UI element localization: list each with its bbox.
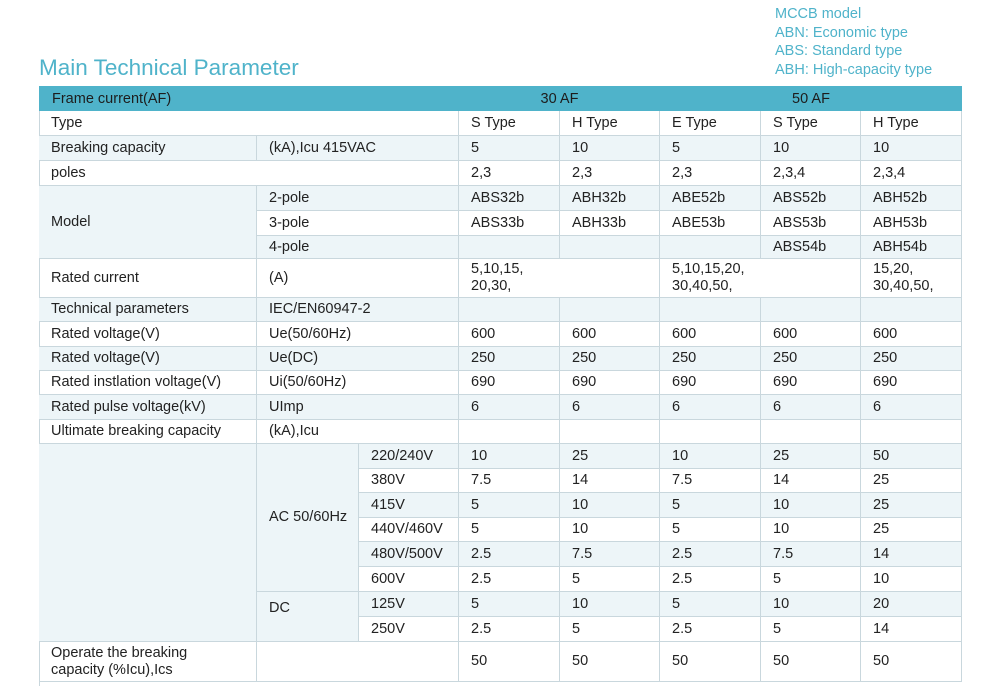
pulse-voltage-value: 6 (459, 395, 560, 420)
operate-breaking-value: 50 (761, 642, 861, 682)
technical-parameters-empty (761, 298, 861, 322)
insulation-voltage-unit: Ui(50/60Hz) (257, 371, 459, 395)
poles-value: 2,3 (459, 161, 560, 186)
ac-breaking-value: 14 (761, 469, 861, 493)
ultimate-breaking-empty (560, 420, 660, 444)
ac-breaking-value: 50 (861, 444, 962, 469)
header-50af: 50 AF (660, 86, 962, 111)
legend-line: ABN: Economic type (775, 24, 908, 41)
technical-parameters-empty (861, 298, 962, 322)
dc-breaking-value: 10 (761, 592, 861, 617)
poles-label: poles (39, 161, 459, 186)
ac-breaking-value: 7.5 (761, 542, 861, 567)
poles-value: 2,3,4 (861, 161, 962, 186)
ac-breaking-value: 2.5 (459, 567, 560, 592)
pulse-voltage-value: 6 (761, 395, 861, 420)
insulation-voltage-value: 690 (761, 371, 861, 395)
ultimate-breaking-unit: (kA),Icu (257, 420, 459, 444)
ac-breaking-value: 2.5 (660, 542, 761, 567)
breaking-capacity-label: Breaking capacity (39, 136, 257, 161)
ac-breaking-value: 5 (459, 518, 560, 542)
model-value: ABS53b (761, 211, 861, 236)
model-pole-label: 2-pole (257, 186, 459, 211)
model-value: ABS33b (459, 211, 560, 236)
dc-breaking-value: 5 (660, 592, 761, 617)
poles-value: 2,3 (660, 161, 761, 186)
ac-breaking-value: 25 (861, 518, 962, 542)
pulse-voltage-value: 6 (660, 395, 761, 420)
dc-voltage-label: 250V (359, 617, 459, 642)
breaking-capacity-value: 5 (660, 136, 761, 161)
rated-voltage-ac-value: 600 (861, 322, 962, 347)
rated-current-50af-e-s: 5,10,15,20, 30,40,50, (660, 259, 861, 298)
ac-breaking-value: 5 (459, 493, 560, 518)
legend-line: ABS: Standard type (775, 43, 903, 59)
ac-voltage-label: 440V/460V (359, 518, 459, 542)
model-value: ABH33b (560, 211, 660, 236)
dc-breaking-value: 2.5 (459, 617, 560, 642)
ac-breaking-value: 5 (560, 567, 660, 592)
operate-breaking-unit (257, 642, 459, 682)
poles-value: 2,3 (560, 161, 660, 186)
mccb-legend (775, 5, 932, 79)
rated-voltage-ac-unit: Ue(50/60Hz) (257, 322, 459, 347)
pulse-voltage-label: Rated pulse voltage(kV) (39, 395, 257, 420)
type-value: S Type (761, 111, 861, 136)
model-value: ABH32b (560, 186, 660, 211)
ac-breaking-value: 10 (861, 567, 962, 592)
rated-voltage-dc-value: 250 (861, 347, 962, 371)
type-value: H Type (560, 111, 660, 136)
model-pole-label: 4-pole (257, 236, 459, 259)
ac-voltage-label: 480V/500V (359, 542, 459, 567)
technical-parameters-label: Technical parameters (39, 298, 257, 322)
ac-voltage-label: 220/240V (359, 444, 459, 469)
ac-breaking-value: 25 (560, 444, 660, 469)
operate-breaking-value: 50 (560, 642, 660, 682)
insulation-voltage-value: 690 (560, 371, 660, 395)
model-value: ABE53b (660, 211, 761, 236)
header-frame-current: Frame current(AF) (39, 86, 459, 111)
ac-breaking-value: 2.5 (459, 542, 560, 567)
insulation-voltage-value: 690 (660, 371, 761, 395)
ultimate-breaking-empty (660, 420, 761, 444)
dc-breaking-value: 5 (761, 617, 861, 642)
ac-breaking-value: 25 (761, 444, 861, 469)
ac-breaking-value: 10 (660, 444, 761, 469)
ac-voltage-label: 380V (359, 469, 459, 493)
ac-breaking-value: 25 (861, 493, 962, 518)
ac-breaking-value: 7.5 (560, 542, 660, 567)
dc-voltage-label: 125V (359, 592, 459, 617)
rated-voltage-dc-unit: Ue(DC) (257, 347, 459, 371)
rated-current-label: Rated current (39, 259, 257, 298)
rated-voltage-dc-label: Rated voltage(V) (39, 347, 257, 371)
parameter-table (39, 86, 962, 686)
header-30af: 30 AF (459, 86, 660, 111)
model-value: ABS32b (459, 186, 560, 211)
ac-breaking-value: 10 (459, 444, 560, 469)
legend-line: MCCB model (775, 6, 862, 22)
technical-parameters-standard: IEC/EN60947-2 (257, 298, 459, 322)
dc-breaking-value: 5 (459, 592, 560, 617)
ac-breaking-value: 14 (861, 542, 962, 567)
rated-voltage-ac-value: 600 (560, 322, 660, 347)
ac-breaking-value: 10 (761, 493, 861, 518)
insulation-voltage-value: 690 (459, 371, 560, 395)
dc-breaking-value: 14 (861, 617, 962, 642)
type-label: Type (39, 111, 459, 136)
breaking-capacity-value: 5 (459, 136, 560, 161)
ultimate-breaking-empty (861, 420, 962, 444)
dc-label: DC (257, 592, 359, 642)
operate-breaking-value: 50 (459, 642, 560, 682)
ac-breaking-value: 10 (560, 518, 660, 542)
breaking-capacity-value: 10 (861, 136, 962, 161)
model-value: ABS54b (761, 236, 861, 259)
ac-breaking-value: 5 (761, 567, 861, 592)
ultimate-breaking-empty (459, 420, 560, 444)
operate-breaking-label: Operate the breaking capacity (%Icu),Ics (39, 642, 257, 682)
ultimate-breaking-label: Ultimate breaking capacity (39, 420, 257, 444)
model-pole-label: 3-pole (257, 211, 459, 236)
poles-value: 2,3,4 (761, 161, 861, 186)
model-value: ABH52b (861, 186, 962, 211)
ultimate-breaking-empty (761, 420, 861, 444)
type-value: S Type (459, 111, 560, 136)
rated-voltage-dc-value: 250 (761, 347, 861, 371)
ac-voltage-label: 600V (359, 567, 459, 592)
dc-breaking-value: 20 (861, 592, 962, 617)
breaking-capacity-unit: (kA),Icu 415VAC (257, 136, 459, 161)
operate-breaking-value: 50 (660, 642, 761, 682)
rated-voltage-ac-value: 600 (459, 322, 560, 347)
model-value: ABE52b (660, 186, 761, 211)
ultimate-breaking-group (39, 444, 257, 642)
technical-parameters-empty (660, 298, 761, 322)
pulse-voltage-value: 6 (560, 395, 660, 420)
rated-voltage-ac-value: 600 (660, 322, 761, 347)
breaking-capacity-value: 10 (761, 136, 861, 161)
ac-breaking-value: 10 (761, 518, 861, 542)
ac-breaking-value: 7.5 (459, 469, 560, 493)
breaking-capacity-value: 10 (560, 136, 660, 161)
model-value (560, 236, 660, 259)
operate-breaking-value: 50 (861, 642, 962, 682)
insulation-voltage-value: 690 (861, 371, 962, 395)
rated-current-50af-h: 15,20, 30,40,50, (861, 259, 962, 298)
page-title: Main Technical Parameter (39, 55, 299, 80)
technical-parameters-empty (459, 298, 560, 322)
model-label: Model (39, 186, 257, 259)
rated-voltage-dc-value: 250 (560, 347, 660, 371)
rated-current-unit: (A) (257, 259, 459, 298)
rated-voltage-dc-value: 250 (459, 347, 560, 371)
legend-line: ABH: High-capacity type (775, 61, 933, 78)
ac-breaking-value: 7.5 (660, 469, 761, 493)
ac-breaking-value: 14 (560, 469, 660, 493)
ac-breaking-value: 5 (660, 518, 761, 542)
technical-parameters-empty (560, 298, 660, 322)
rated-voltage-ac-value: 600 (761, 322, 861, 347)
rated-voltage-dc-value: 250 (660, 347, 761, 371)
rated-current-30af: 5,10,15, 20,30, (459, 259, 660, 298)
ac-breaking-value: 10 (560, 493, 660, 518)
insulation-voltage-label: Rated instlation voltage(V) (39, 371, 257, 395)
type-value: E Type (660, 111, 761, 136)
type-value: H Type (861, 111, 962, 136)
dc-breaking-value: 10 (560, 592, 660, 617)
pulse-voltage-unit: UImp (257, 395, 459, 420)
pulse-voltage-value: 6 (861, 395, 962, 420)
model-value: ABS52b (761, 186, 861, 211)
model-value (459, 236, 560, 259)
rated-voltage-ac-label: Rated voltage(V) (39, 322, 257, 347)
ac-voltage-label: 415V (359, 493, 459, 518)
ac-breaking-value: 25 (861, 469, 962, 493)
dc-breaking-value: 2.5 (660, 617, 761, 642)
ac-breaking-value: 5 (660, 493, 761, 518)
model-value (660, 236, 761, 259)
ac-50-60hz-label: AC 50/60Hz (257, 444, 359, 592)
model-value: ABH54b (861, 236, 962, 259)
ac-breaking-value: 2.5 (660, 567, 761, 592)
model-value: ABH53b (861, 211, 962, 236)
dc-breaking-value: 5 (560, 617, 660, 642)
